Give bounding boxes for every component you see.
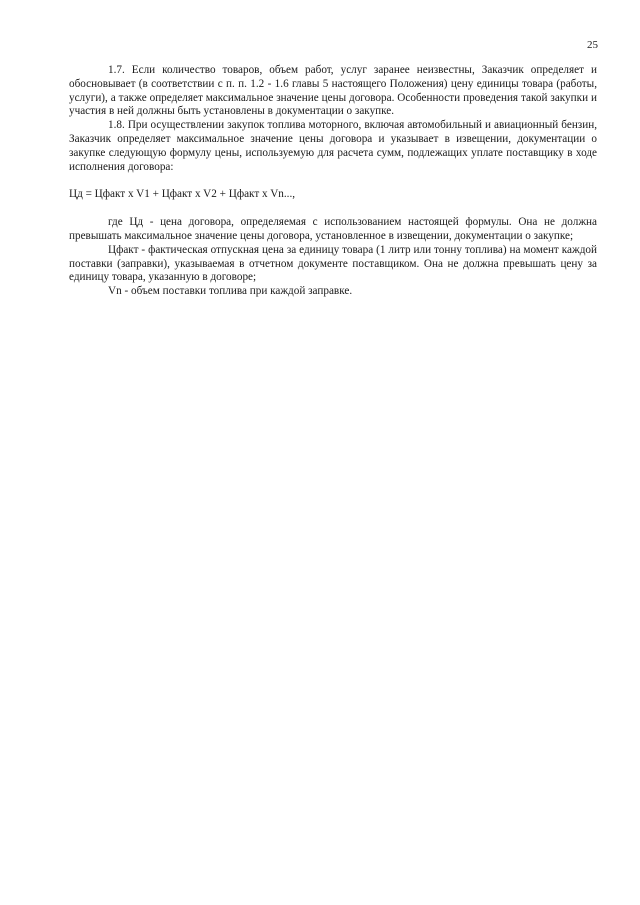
definition-contract-price: где Цд - цена договора, определяемая с использованием настоящей формулы. Она не должна превышать максимальное значение цены договора, установленное в извещении, документации о закупке; — [69, 216, 597, 242]
page-number: 25 — [587, 39, 598, 51]
document-body — [69, 64, 597, 299]
price-formula: Цд = Цфакт x V1 + Цфакт x V2 + Цфакт x Vn..., — [69, 188, 296, 201]
definition-volume: Vn - объем поставки топлива при каждой заправке. — [108, 285, 353, 298]
paragraph-1-8: 1.8. При осуществлении закупок топлива моторного, включая автомобильный и авиационный бензин, Заказчик определяет максимальное значение цены договора и указывает в извещении, документации о закупке следующую формулу цены, используемую для расчета сумм, подлежащих уплате поставщику в ходе исполнения договора: — [69, 119, 597, 173]
paragraph-1-7: 1.7. Если количество товаров, объем работ, услуг заранее неизвестны, Заказчик определяет и обосновывает (в соответствии с п. п. 1.2 - 1.6 главы 5 настоящего Положения) цену единицы товара (работы, услуги), а также определяет максимальное значение цены договора. Особенности проведения такой закупки и участия в ней должны быть установлены в документации о закупке. — [69, 64, 597, 118]
definition-actual-price: Цфакт - фактическая отпускная цена за единицу товара (1 литр или тонну топлива) на момент каждой поставки (заправки), указываемая в отчетном документе поставщиком. Она не должна превышать цену за единицу товара, указанную в договоре; — [69, 243, 597, 284]
